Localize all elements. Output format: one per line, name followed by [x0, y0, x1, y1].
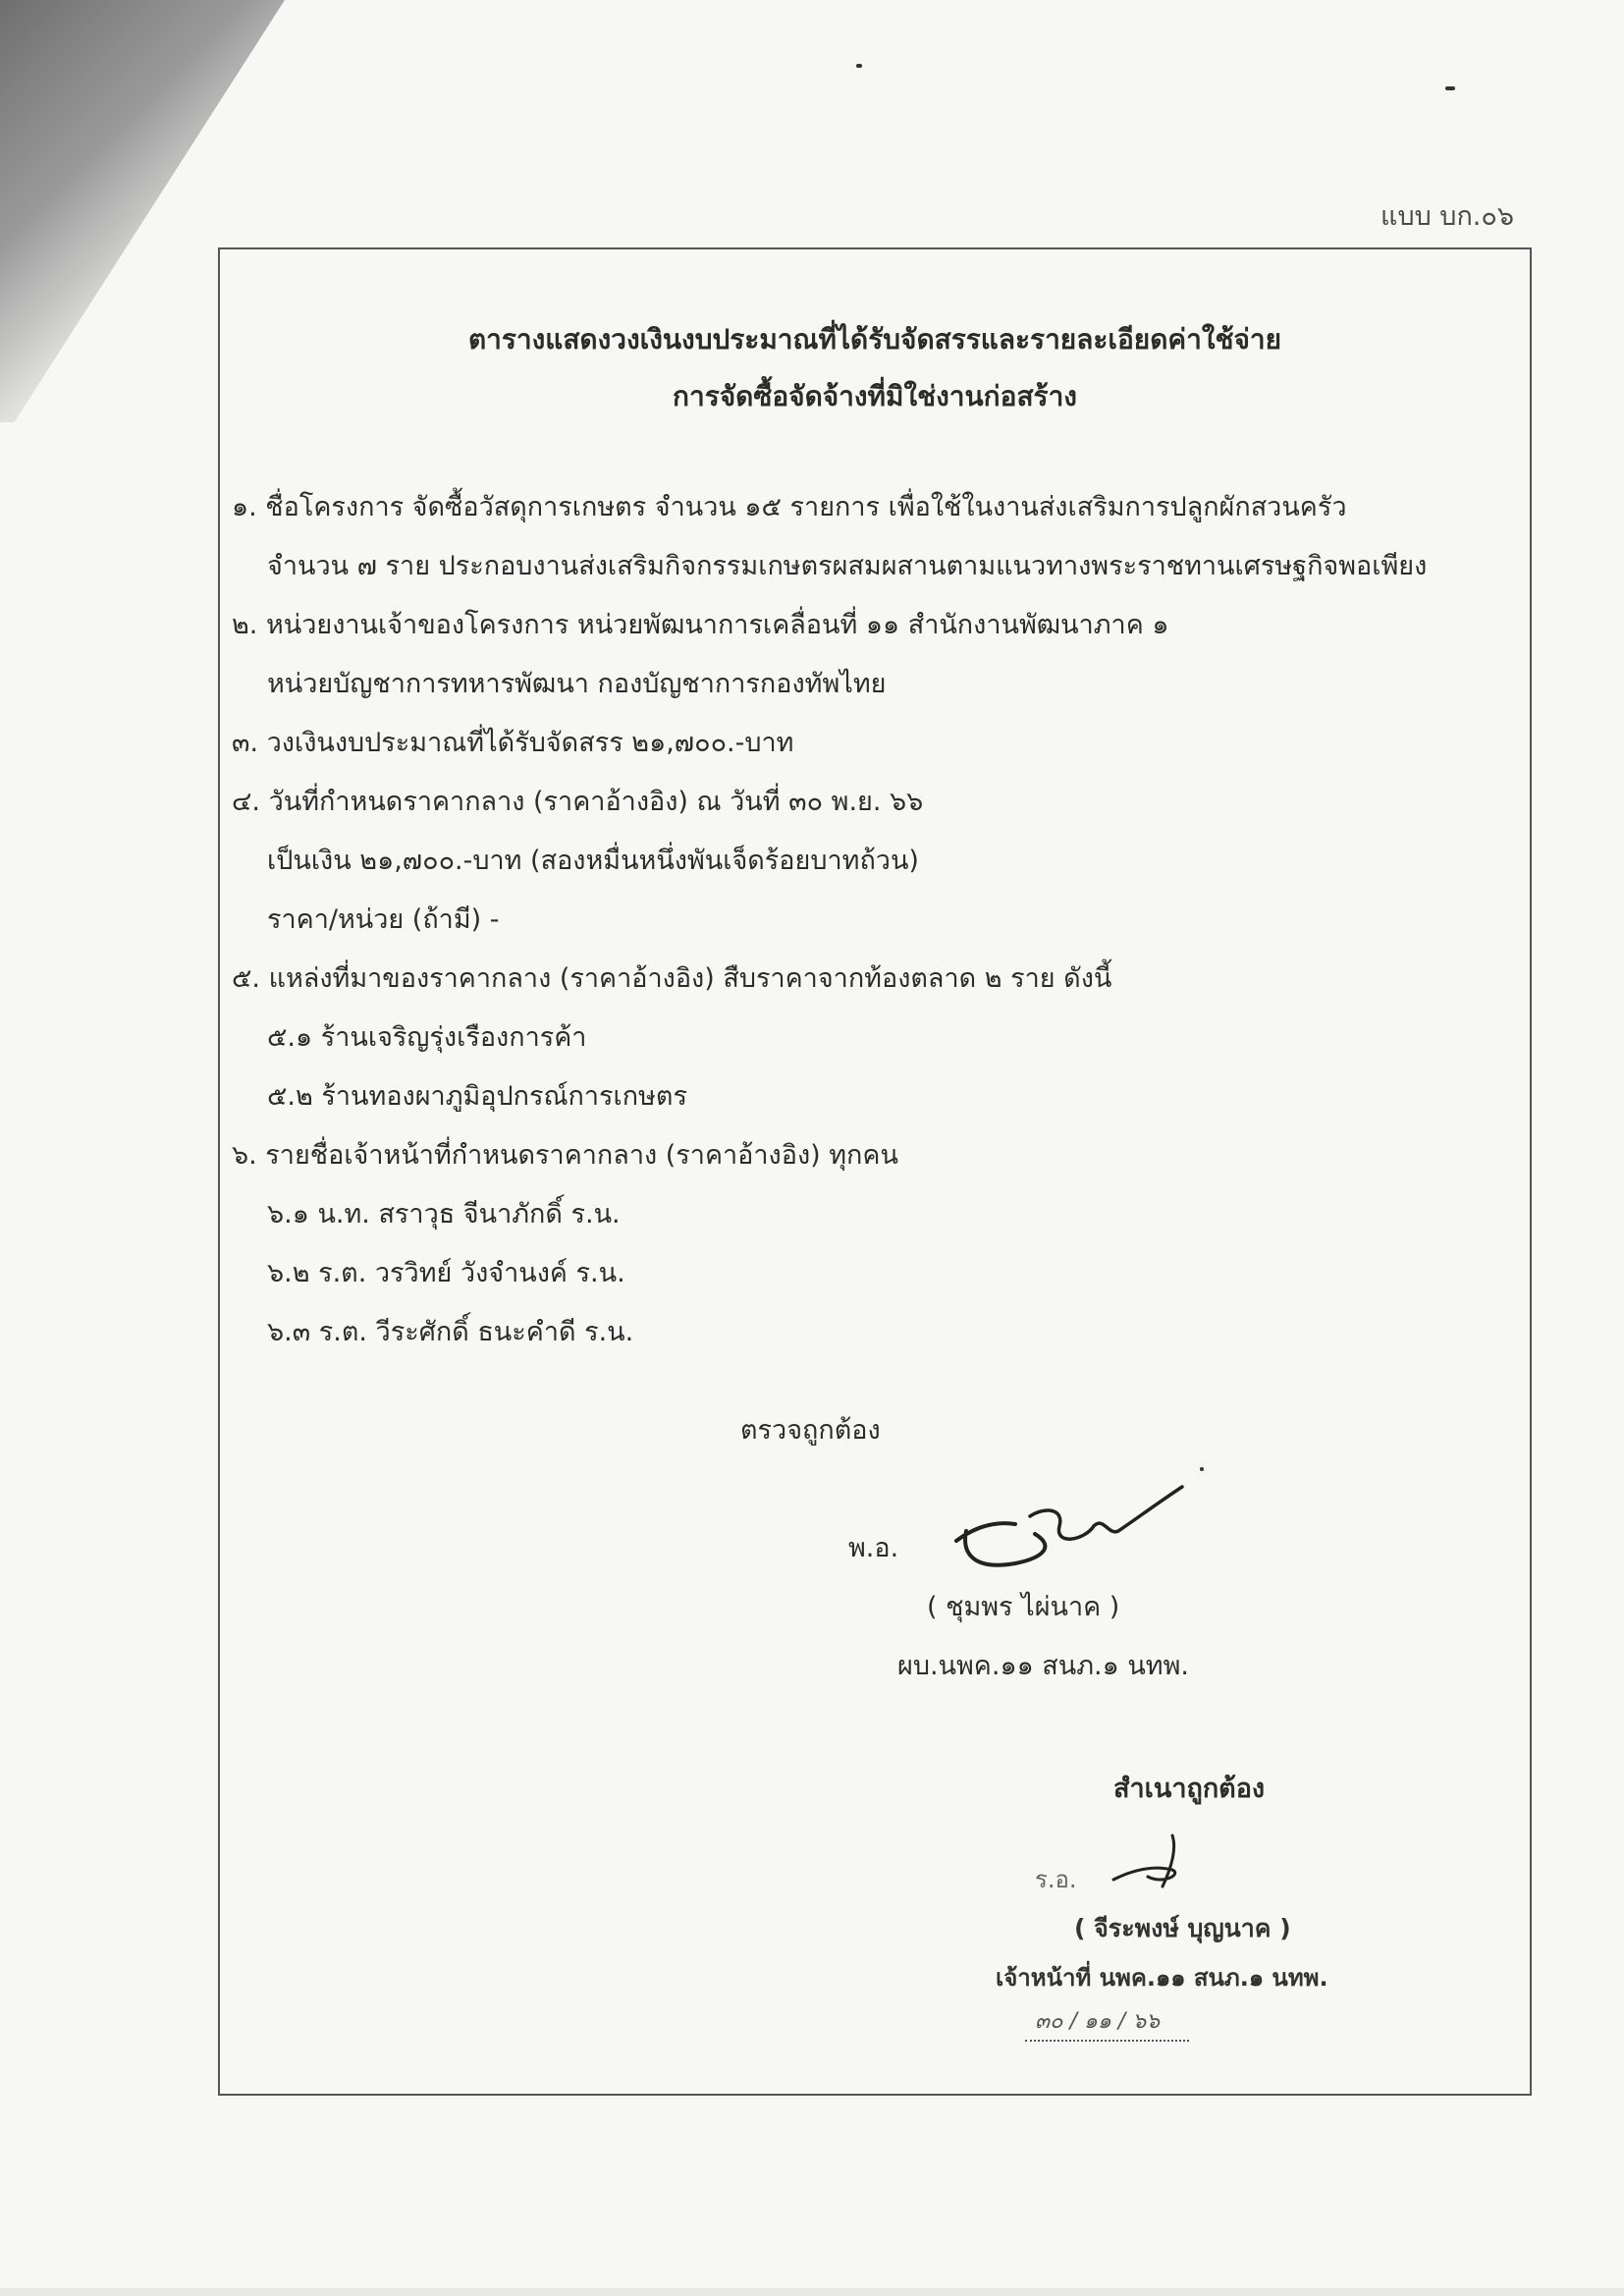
item-6-1-officer: ๖.๑ น.ท. สราวุธ จีนาภักดิ์ ร.น.: [267, 1199, 621, 1230]
verify-position: ผบ.นพค.๑๑ สนภ.๑ นทพ.: [897, 1651, 1189, 1681]
copy-rank: ร.อ.: [1035, 1866, 1077, 1893]
item-6-3-officer: ๖.๓ ร.ต. วีระศักดิ์ ธนะคำดี ร.น.: [267, 1317, 634, 1347]
verify-name: ( ชุมพร ไผ่นาค ): [927, 1592, 1120, 1622]
item-5-1-shop: ๕.๑ ร้านเจริญรุ่งเรืองการค้า: [267, 1022, 587, 1053]
verify-rank: พ.อ.: [848, 1533, 899, 1563]
copy-name: ( จีระพงษ์ บุญนาค ): [1074, 1914, 1291, 1942]
item-2-project-owner: ๒. หน่วยงานเจ้าของโครงการ หน่วยพัฒนาการเคลื่อนที่ ๑๑ สำนักงานพัฒนาภาค ๑: [232, 610, 1169, 640]
document-title-line2: การจัดซื้อจัดจ้างที่มิใช่งานก่อสร้าง: [673, 380, 1077, 412]
scan-speck: [856, 64, 862, 68]
item-1-project-name: ๑. ชื่อโครงการ จัดซื้อวัสดุการเกษตร จำนวน ๑๕ รายการ เพื่อใช้ในงานส่งเสริมการปลูกผักสวนครัว: [232, 492, 1347, 522]
item-3-budget: ๓. วงเงินงบประมาณที่ได้รับจัดสรร ๒๑,๗๐๐.-บาท: [232, 728, 794, 758]
item-2-project-owner-cont: หน่วยบัญชาการทหารพัฒนา กองบัญชาการกองทัพไทย: [267, 669, 887, 699]
document-title-line1: ตารางแสดงวงเงินงบประมาณที่ได้รับจัดสรรและรายละเอียดค่าใช้จ่าย: [467, 323, 1282, 355]
scan-speck: [1445, 86, 1455, 90]
form-code: แบบ บก.๐๖: [1380, 201, 1514, 232]
copy-label: สำเนาถูกต้อง: [1113, 1774, 1266, 1804]
item-5-price-source: ๕. แหล่งที่มาของราคากลาง (ราคาอ้างอิง) สืบราคาจากท้องตลาด ๒ ราย ดังนี้: [232, 963, 1112, 994]
item-4-reference-date: ๔. วันที่กำหนดราคากลาง (ราคาอ้างอิง) ณ วันที่ ๓๐ พ.ย. ๖๖: [232, 787, 924, 817]
verify-signature: [937, 1448, 1231, 1585]
item-4-unit-price: ราคา/หน่วย (ถ้ามี) -: [267, 904, 500, 935]
document-frame: [218, 247, 1532, 2096]
item-5-2-shop: ๕.๒ ร้านทองผาภูมิอุปกรณ์การเกษตร: [267, 1081, 687, 1112]
copy-position: เจ้าหน้าที่ นพค.๑๑ สนภ.๑ นทพ.: [996, 1964, 1328, 1992]
copy-date: ๓๐ / ๑๑ / ๖๖: [1025, 2003, 1189, 2042]
item-6-2-officer: ๖.๒ ร.ต. วรวิทย์ วังจำนงค์ ร.น.: [267, 1258, 625, 1288]
verify-label: ตรวจถูกต้อง: [740, 1415, 881, 1446]
copy-signature: [1104, 1826, 1221, 1894]
item-4-amount: เป็นเงิน ๒๑,๗๐๐.-บาท (สองหมื่นหนึ่งพันเจ็ดร้อยบาทถ้วน): [267, 846, 919, 876]
scan-bottom-edge: [0, 2288, 1624, 2296]
item-6-officers: ๖. รายชื่อเจ้าหน้าที่กำหนดราคากลาง (ราคาอ้างอิง) ทุกคน: [232, 1140, 898, 1171]
item-1-project-name-cont: จำนวน ๗ ราย ประกอบงานส่งเสริมกิจกรรมเกษตรผสมผสานตามแนวทางพระราชทานเศรษฐกิจพอเพียง: [267, 551, 1428, 581]
